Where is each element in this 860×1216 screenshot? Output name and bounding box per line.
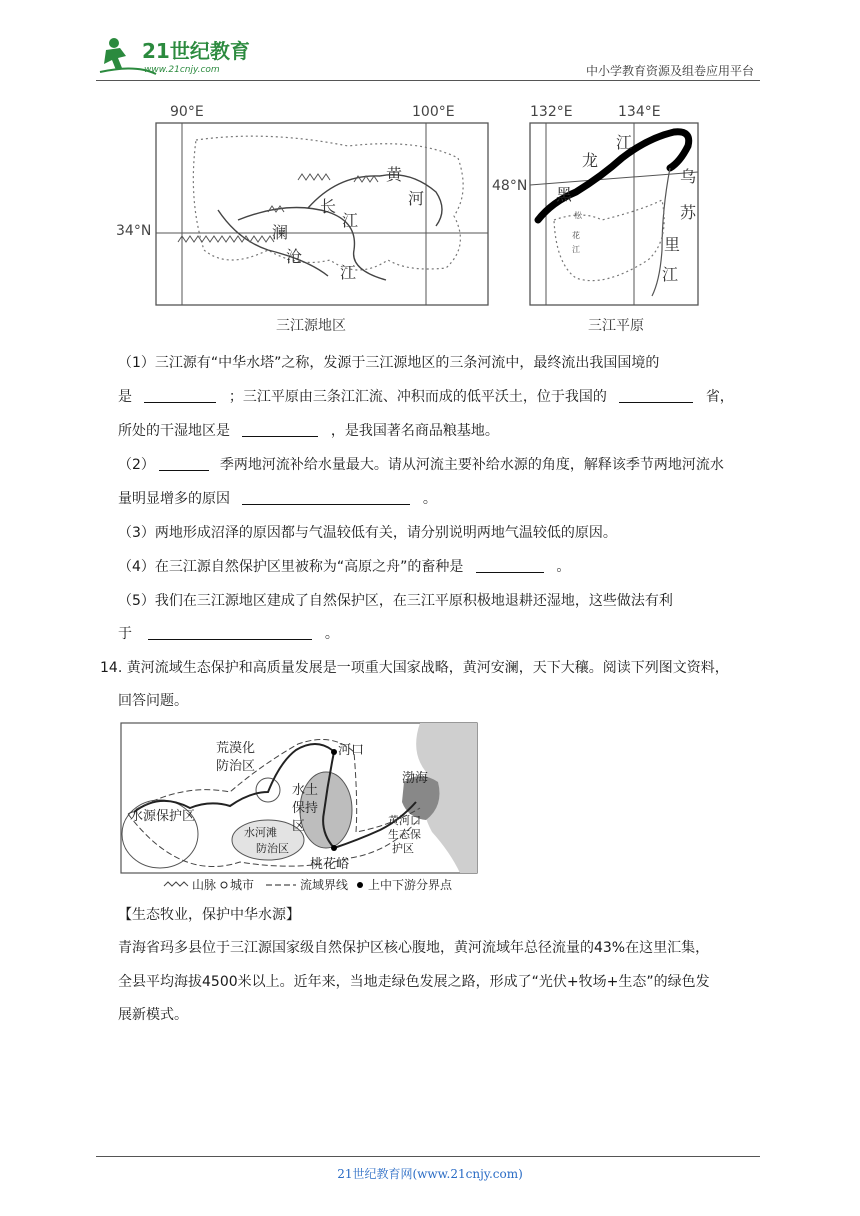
q2-line1 [118,455,724,475]
map3-label-hekou: 河口 [338,743,365,758]
map3-label-estuary-3: 护区 [392,842,414,855]
lat-34n-label: 34°N [116,223,152,239]
footer-link[interactable]: 21世纪教育网(www.21cnjy.com) [337,1167,523,1181]
heilongjiang-river-line [538,132,689,220]
map3-label-desert-1: 荒漠化 [216,741,256,756]
map3-label-bohai: 渤海 [402,771,429,786]
map2-label-wusuli-2: 苏 [680,203,697,222]
map2-label-wusuli-4: 江 [662,265,679,284]
map1-label-lancang-2: 沧 [286,247,303,266]
map1-label-huanghe-2: 河 [408,189,425,208]
q5-line2-b: 。 [324,626,339,642]
answer-blank-3[interactable] [242,422,318,437]
q4-a: （4）在三江源自然保护区里被称为“高原之舟”的畜种是 [118,559,464,575]
lon-100e-label: 100°E [412,104,455,120]
map1-label-huanghe-1: 黄 [386,165,403,184]
plain-boundary [554,200,664,281]
sanjiangyuan-map [118,100,498,338]
map2-label-heilong-3: 江 [616,133,633,152]
section-para-line2: 全县平均海拔4500米以上。近年来，当地走绿色发展之路，形成了“光伏+牧场+生态”的绿色发 [118,974,710,990]
legend-divide-icon [357,882,363,888]
map2-label-songhua-3: 江 [572,245,580,254]
upper-middle-divide-point [331,749,337,755]
runner-logo-icon [96,34,266,78]
map3-label-estuary-2: 生态保 [388,828,421,841]
lat-48n-label: 48°N [492,178,528,194]
q1-line2 [118,387,734,407]
map3-label-estuary-1: 黄河口 [388,814,421,827]
answer-blank-2[interactable] [619,388,693,403]
map1-label-lancang-1: 澜 [272,223,289,242]
q1-line1: （1）三江源有“中华水塔”之称，发源于三江源地区的三条河流中，最终流出我国国境的 [118,355,660,371]
q3-line: （3）两地形成沼泽的原因都与气温较低有关，请分别说明两地气温较低的原因。 [118,525,617,541]
q2-line1-b: 季两地河流补给水量最大。请从河流主要补给水源的角度，解释该季节两地河流水 [219,457,724,473]
map1-caption: 三江源地区 [276,318,346,334]
map3-label-desert-2: 防治区 [216,759,256,774]
map1-label-lancang-3: 江 [340,263,357,282]
parallel-48n [530,172,698,185]
answer-blank-5[interactable] [242,490,410,505]
q5-line2 [118,624,339,644]
map3-label-water-source: 水源保护区 [130,809,196,824]
legend-boundary: 流域界线 [300,878,349,892]
q1-line2-a: 是 [118,389,132,405]
q2-line2-a: 量明显增多的原因 [118,491,230,507]
map2-caption: 三江平原 [588,318,644,334]
section-title: 【生态牧业，保护中华水源】 [118,907,300,923]
legend-city: 城市 [230,878,255,892]
legend-divide: 上中下游分界点 [368,878,453,892]
q1-line3-b: ，是我国著名商品粮基地。 [330,423,499,439]
map3-label-soil-3: 区 [292,819,306,834]
q5-line2-a: 于 [118,626,132,642]
answer-blank-7[interactable] [148,625,312,640]
header-divider [96,80,760,81]
answer-blank-1[interactable] [144,388,216,403]
q1-line3-a: 所处的干湿地区是 [118,423,230,439]
page-header [96,30,760,80]
map2-label-wusuli-1: 乌 [680,167,697,186]
q5-line1: （5）我们在三江源地区建成了自然保护区，在三江平原积极地退耕还湿地，这些做法有利 [118,593,673,609]
map3-label-soil-1: 水土 [292,783,319,798]
map1-label-changjiang-1: 长 [320,197,337,216]
legend-mountain: 山脉 [192,878,217,892]
yellow-river-basin-map [120,722,480,894]
section-para-line1: 青海省玛多县位于三江源国家级自然保护区核心腹地，黄河流域年总径流量的43%在这里汇集， [118,940,710,956]
q1-line3 [118,421,499,441]
map2-label-songhua-1: 松 [574,211,582,220]
lon-134e-label: 134°E [618,104,661,120]
map3-label-taohuayu: 桃花峪 [310,857,350,872]
logo-url: www.21cnjy.com [144,65,220,75]
legend-city-icon [221,882,227,888]
yangtze-river-line [238,208,386,281]
q1-line2-c: 省， [705,389,734,405]
q14-line1: 14. 黄河流域生态保护和高质量发展是一项重大国家战略，黄河安澜，天下大穰。阅读下列图文资料， [100,660,729,676]
logo-text: 21世纪教育 [142,39,250,63]
map3-label-flood-2: 防治区 [256,842,289,855]
sanjiang-plain-map [492,100,712,338]
map3-legend [164,877,453,892]
legend-mountain-icon [164,882,188,886]
map3-label-flood-1: 水河滩 [244,826,277,839]
map2-label-heilong-2: 龙 [582,151,599,170]
q1-line2-b: ；三江平原由三条江汇流、冲积而成的低平沃土，位于我国的 [228,389,607,405]
map2-label-wusuli-3: 里 [664,235,681,254]
section-para-line3: 展新模式。 [118,1007,188,1023]
answer-blank-6[interactable] [476,558,544,573]
q2-line1-a: （2） [118,457,155,473]
lon-132e-label: 132°E [530,104,573,120]
middle-lower-divide-point [331,845,337,851]
lancang-river-line [218,210,328,276]
footer-divider [96,1156,760,1157]
q4-line [118,557,570,577]
map1-label-changjiang-2: 江 [342,211,359,230]
lon-90e-label: 90°E [170,104,204,120]
map3-label-soil-2: 保持 [292,801,319,816]
answer-blank-4[interactable] [159,456,209,471]
q2-line2-b: 。 [422,491,437,507]
q14-line2: 回答问题。 [118,693,188,709]
map2-label-heilong-1: 黑 [556,185,573,204]
q4-b: 。 [556,559,571,575]
platform-name: 中小学教育资源及组卷应用平台 [585,64,754,78]
map2-label-songhua-2: 花 [572,231,580,240]
logo [96,34,266,78]
q2-line2 [118,489,437,509]
